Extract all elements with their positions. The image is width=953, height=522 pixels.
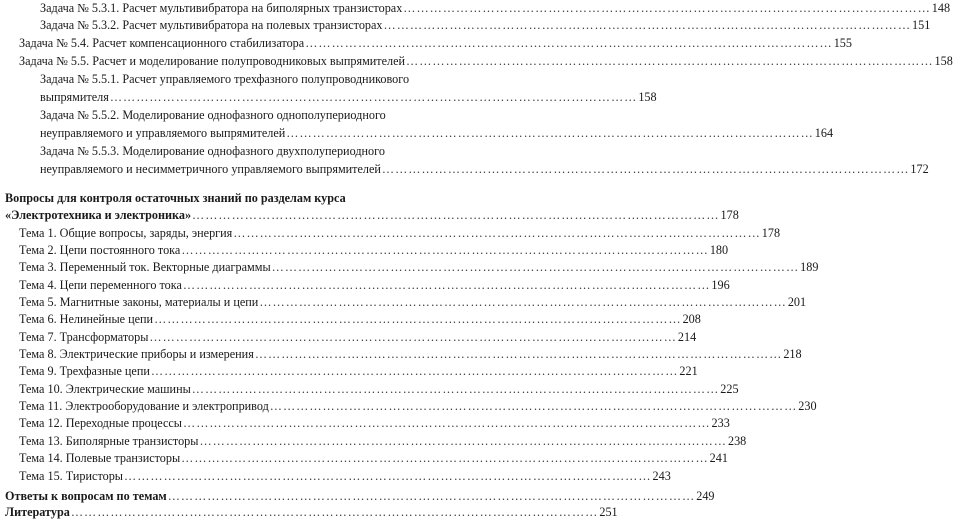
- toc-entry-title: Тема 13. Биполярные транзисторы: [19, 434, 199, 448]
- toc-entry: [0, 18, 931, 34]
- toc-leader-dots: …………………………………………………………………………………………………………: [305, 36, 833, 50]
- toc-page-number: 214: [677, 330, 697, 344]
- toc-entry-title-line2: неуправляемого и несимметричного управляемого выпрямителей: [40, 162, 381, 176]
- toc-entry: [0, 226, 781, 242]
- toc-leader-dots: …………………………………………………………………………………………………………: [381, 162, 910, 176]
- toc-section-entry: [0, 505, 618, 521]
- toc-page-number: 249: [696, 489, 715, 503]
- toc-page-number: 238: [727, 434, 747, 448]
- toc-leader-dots: …………………………………………………………………………………………………………: [124, 469, 652, 483]
- toc-leader-dots: …………………………………………………………………………………………………………: [183, 416, 711, 430]
- toc-page-number: 225: [720, 382, 739, 396]
- toc-entry-title: Тема 2. Цепи постоянного тока: [19, 243, 181, 257]
- toc-entry-title: Задача № 5.3.2. Расчет мультивибратора на полевых транзисторах: [40, 18, 383, 32]
- toc-leader-dots: …………………………………………………………………………………………………………: [286, 126, 814, 140]
- toc-entry: [0, 469, 671, 485]
- toc-leader-dots: …………………………………………………………………………………………………………: [70, 505, 599, 519]
- toc-page-number: 196: [711, 278, 730, 292]
- toc-entry-title: Тема 10. Электрические машины: [19, 382, 191, 396]
- toc-entry-title: Тема 11. Электрооборудование и электропривод: [19, 399, 269, 413]
- toc-leader-dots: …………………………………………………………………………………………………………: [109, 90, 638, 104]
- toc-entry: [0, 36, 852, 52]
- toc-entry-title-line1: Задача № 5.5.1. Расчет управляемого трехфазного полупроводникового: [40, 72, 410, 86]
- toc-entry-title-line2: выпрямителя: [40, 90, 109, 104]
- toc-entry-title: Тема 7. Трансформаторы: [19, 330, 149, 344]
- toc-page-number: 233: [711, 416, 730, 430]
- toc-page-number: 218: [783, 347, 802, 361]
- toc-leader-dots: …………………………………………………………………………………………………………: [271, 260, 800, 274]
- toc-page-number: 189: [800, 260, 819, 274]
- toc-section-title: Литература: [5, 505, 70, 519]
- toc-entry: [0, 90, 657, 106]
- toc-page-number: 155: [833, 36, 852, 50]
- toc-entry-title-line1: Задача № 5.5.3. Моделирование однофазного двухполупериодного: [40, 144, 385, 158]
- toc-entry: [0, 243, 729, 259]
- toc-section-title-line2: «Электротехника и электроника»: [5, 208, 192, 222]
- toc-entry: [0, 260, 819, 276]
- toc-leader-dots: …………………………………………………………………………………………………………: [254, 347, 783, 361]
- toc-leader-dots: …………………………………………………………………………………………………………: [191, 382, 720, 396]
- toc-entry: [0, 1, 951, 17]
- toc-entry: [0, 295, 807, 311]
- toc-page-number: 172: [910, 162, 929, 176]
- toc-entry: [0, 312, 701, 328]
- toc-entry: [0, 451, 728, 467]
- toc-page-number: 230: [798, 399, 817, 413]
- toc-page-number: 178: [720, 208, 739, 222]
- toc-section-entry: [0, 208, 739, 224]
- toc-leader-dots: …………………………………………………………………………………………………………: [383, 18, 912, 32]
- toc-leader-dots: …………………………………………………………………………………………………………: [181, 243, 709, 257]
- toc-entry: [0, 347, 802, 363]
- toc-entry: [0, 399, 817, 415]
- toc-entry: [0, 54, 953, 70]
- toc-page-number: 251: [599, 505, 618, 519]
- toc-entry-title: Задача № 5.4. Расчет компенсационного стабилизатора: [19, 36, 305, 50]
- toc-leader-dots: …………………………………………………………………………………………………………: [154, 312, 682, 326]
- toc-entry-title: Тема 8. Электрические приборы и измерения: [19, 347, 254, 361]
- toc-section-title-line1: Вопросы для контроля остаточных знаний по разделам курса: [5, 191, 346, 205]
- toc-entry-title: Тема 1. Общие вопросы, заряды, энергия: [19, 226, 233, 240]
- toc-leader-dots: …………………………………………………………………………………………………………: [150, 364, 679, 378]
- toc-entry-title: Задача № 5.5. Расчет и моделирование полупроводниковых выпрямителей: [19, 54, 406, 68]
- toc-entry-title: Тема 15. Тиристоры: [19, 469, 123, 483]
- toc-entry: [0, 126, 834, 142]
- toc-leader-dots: …………………………………………………………………………………………………………: [149, 330, 677, 344]
- toc-section-title: Ответы к вопросам по темам: [5, 489, 167, 503]
- toc-entry: [0, 416, 730, 432]
- toc-page-number: 151: [912, 18, 931, 32]
- toc-page-number: 148: [931, 1, 951, 15]
- toc-entry-title: Тема 14. Полевые транзисторы: [19, 451, 181, 465]
- toc-page-number: 164: [814, 126, 834, 140]
- toc-leader-dots: …………………………………………………………………………………………………………: [403, 1, 931, 15]
- toc-leader-dots: …………………………………………………………………………………………………………: [181, 451, 709, 465]
- toc-entry: [0, 330, 697, 346]
- toc-entry-title: Задача № 5.3.1. Расчет мультивибратора на биполярных транзисторах: [40, 1, 403, 15]
- toc-leader-dots: …………………………………………………………………………………………………………: [167, 489, 696, 503]
- toc-page-number: 241: [709, 451, 728, 465]
- toc-entry: [0, 364, 698, 380]
- toc-leader-dots: …………………………………………………………………………………………………………: [269, 399, 798, 413]
- toc-page-number: 158: [934, 54, 953, 68]
- toc-entry: [0, 278, 730, 294]
- toc-entry-title: Тема 3. Переменный ток. Векторные диаграммы: [19, 260, 271, 274]
- toc-leader-dots: …………………………………………………………………………………………………………: [406, 54, 934, 68]
- toc-entry: [0, 434, 747, 450]
- toc-entry-title-line2: неуправляемого и управляемого выпрямителей: [40, 126, 286, 140]
- toc-entry: [0, 382, 739, 398]
- toc-leader-dots: …………………………………………………………………………………………………………: [233, 226, 761, 240]
- toc-entry-title: Тема 12. Переходные процессы: [19, 416, 183, 430]
- toc-page-number: 243: [652, 469, 671, 483]
- toc-page-number: 208: [682, 312, 701, 326]
- toc-entry-title: Тема 6. Нелинейные цепи: [19, 312, 154, 326]
- toc-page-number: 158: [638, 90, 657, 104]
- toc-entry: [0, 162, 929, 178]
- toc-entry-title-line1: Задача № 5.5.2. Моделирование однофазного однополупериодного: [40, 108, 386, 122]
- toc-leader-dots: …………………………………………………………………………………………………………: [192, 208, 720, 222]
- toc-entry-title: Тема 5. Магнитные законы, материалы и цепи: [19, 295, 259, 309]
- toc-entry-title: Тема 9. Трехфазные цепи: [19, 364, 150, 378]
- toc-page-number: 180: [709, 243, 729, 257]
- toc-page-number: 178: [761, 226, 781, 240]
- toc-leader-dots: …………………………………………………………………………………………………………: [182, 278, 711, 292]
- toc-leader-dots: …………………………………………………………………………………………………………: [199, 434, 727, 448]
- toc-entry-title: Тема 4. Цепи переменного тока: [19, 278, 182, 292]
- toc-leader-dots: …………………………………………………………………………………………………………: [259, 295, 787, 309]
- toc-page-number: 201: [787, 295, 807, 309]
- toc-section-entry: [0, 489, 715, 505]
- toc-page-number: 221: [679, 364, 698, 378]
